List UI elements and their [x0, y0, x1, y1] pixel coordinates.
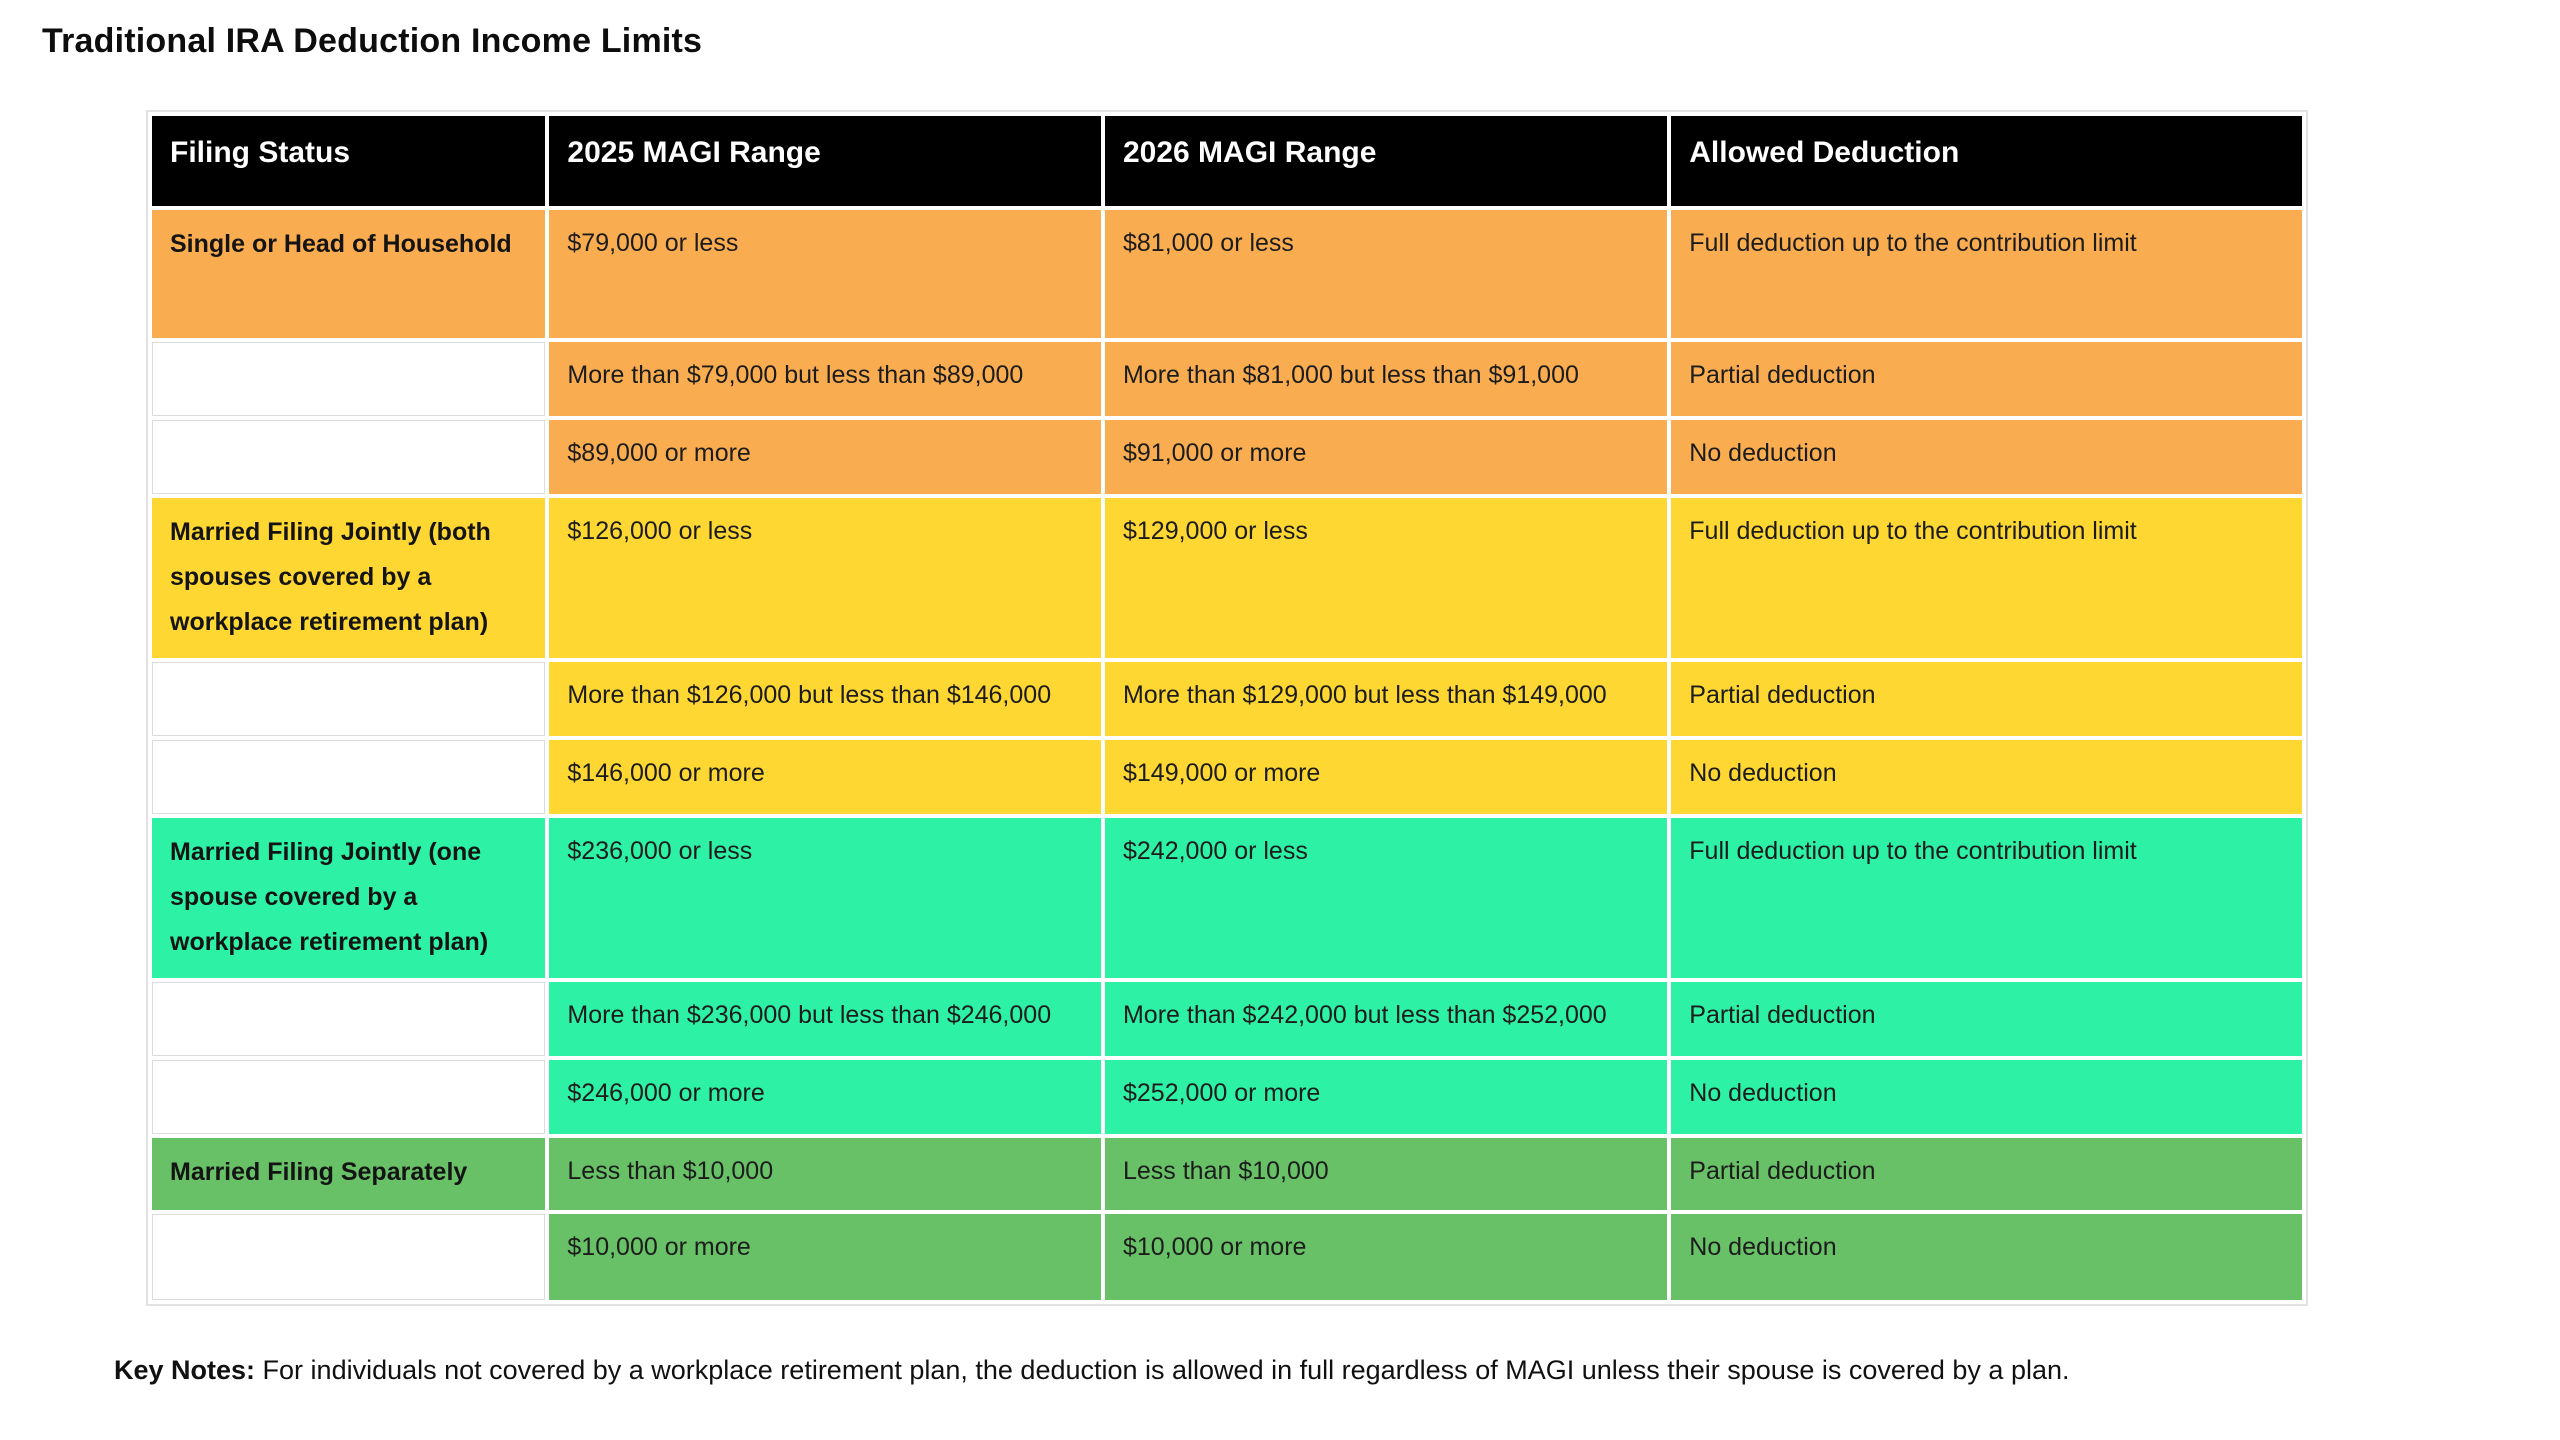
magi-2025-cell: $79,000 or less	[549, 210, 1101, 338]
magi-2025-cell: $236,000 or less	[549, 818, 1101, 978]
magi-2026-cell: $252,000 or more	[1105, 1060, 1667, 1134]
allowed-deduction-cell: Partial deduction	[1671, 662, 2302, 736]
magi-2026-cell: Less than $10,000	[1105, 1138, 1667, 1210]
table-row-mfj-one-partial	[152, 982, 2302, 1056]
allowed-deduction-cell: Full deduction up to the contribution limit	[1671, 818, 2302, 978]
table-row-mfj-one-none	[152, 1060, 2302, 1134]
magi-2026-cell: $91,000 or more	[1105, 420, 1667, 494]
allowed-deduction-cell: Full deduction up to the contribution limit	[1671, 498, 2302, 658]
filing-status-cell	[152, 1214, 545, 1300]
allowed-deduction-cell: Partial deduction	[1671, 342, 2302, 416]
filing-status-cell	[152, 982, 545, 1056]
magi-2026-cell: More than $242,000 but less than $252,000	[1105, 982, 1667, 1056]
allowed-deduction-cell: Partial deduction	[1671, 982, 2302, 1056]
allowed-deduction-cell: No deduction	[1671, 420, 2302, 494]
magi-2025-cell: $146,000 or more	[549, 740, 1101, 814]
filing-status-cell: Single or Head of Household	[152, 210, 545, 338]
allowed-deduction-cell: No deduction	[1671, 1214, 2302, 1300]
key-notes-text: For individuals not covered by a workplace retirement plan, the deduction is allowed in full regardless of MAGI unless their spouse is covered by a plan.	[255, 1355, 2070, 1385]
magi-2026-cell: $242,000 or less	[1105, 818, 1667, 978]
filing-status-cell: Married Filing Jointly (one spouse covered by a workplace retirement plan)	[152, 818, 545, 978]
magi-2026-cell: $149,000 or more	[1105, 740, 1667, 814]
allowed-deduction-cell: No deduction	[1671, 740, 2302, 814]
allowed-deduction-cell: Full deduction up to the contribution limit	[1671, 210, 2302, 338]
magi-2025-cell: $246,000 or more	[549, 1060, 1101, 1134]
header-cell-allowed-deduction: Allowed Deduction	[1671, 116, 2302, 206]
table-row-mfs-partial	[152, 1138, 2302, 1210]
ira-deduction-table	[148, 112, 2306, 1304]
filing-status-cell: Married Filing Separately	[152, 1138, 545, 1210]
key-notes	[114, 1352, 2444, 1390]
magi-2025-cell: More than $79,000 but less than $89,000	[549, 342, 1101, 416]
filing-status-cell	[152, 740, 545, 814]
allowed-deduction-cell: Partial deduction	[1671, 1138, 2302, 1210]
filing-status-cell	[152, 342, 545, 416]
magi-2025-cell: $126,000 or less	[549, 498, 1101, 658]
magi-2026-cell: More than $129,000 but less than $149,000	[1105, 662, 1667, 736]
magi-2025-cell: $10,000 or more	[549, 1214, 1101, 1300]
header-cell-filing-status: Filing Status	[152, 116, 545, 206]
magi-2026-cell: $10,000 or more	[1105, 1214, 1667, 1300]
magi-2025-cell: $89,000 or more	[549, 420, 1101, 494]
key-notes-label: Key Notes:	[114, 1355, 256, 1385]
table-row-mfs-none	[152, 1214, 2302, 1300]
header-cell-2025-magi-range: 2025 MAGI Range	[549, 116, 1101, 206]
magi-2025-cell: More than $126,000 but less than $146,000	[549, 662, 1101, 736]
ira-deduction-table-container	[146, 110, 2308, 1306]
magi-2026-cell: $81,000 or less	[1105, 210, 1667, 338]
table-row-mfj-one-full	[152, 818, 2302, 978]
allowed-deduction-cell: No deduction	[1671, 1060, 2302, 1134]
filing-status-cell	[152, 420, 545, 494]
table-row-single-full	[152, 210, 2302, 338]
filing-status-cell	[152, 1060, 545, 1134]
magi-2025-cell: More than $236,000 but less than $246,000	[549, 982, 1101, 1056]
filing-status-cell: Married Filing Jointly (both spouses covered by a workplace retirement plan)	[152, 498, 545, 658]
page-title: Traditional IRA Deduction Income Limits	[42, 22, 703, 60]
table-row-single-partial	[152, 342, 2302, 416]
table-row-mfj-both-full	[152, 498, 2302, 658]
table-header-row	[152, 116, 2302, 206]
table-row-single-none	[152, 420, 2302, 494]
magi-2025-cell: Less than $10,000	[549, 1138, 1101, 1210]
header-cell-2026-magi-range: 2026 MAGI Range	[1105, 116, 1667, 206]
magi-2026-cell: $129,000 or less	[1105, 498, 1667, 658]
table-row-mfj-both-partial	[152, 662, 2302, 736]
filing-status-cell	[152, 662, 545, 736]
magi-2026-cell: More than $81,000 but less than $91,000	[1105, 342, 1667, 416]
table-row-mfj-both-none	[152, 740, 2302, 814]
